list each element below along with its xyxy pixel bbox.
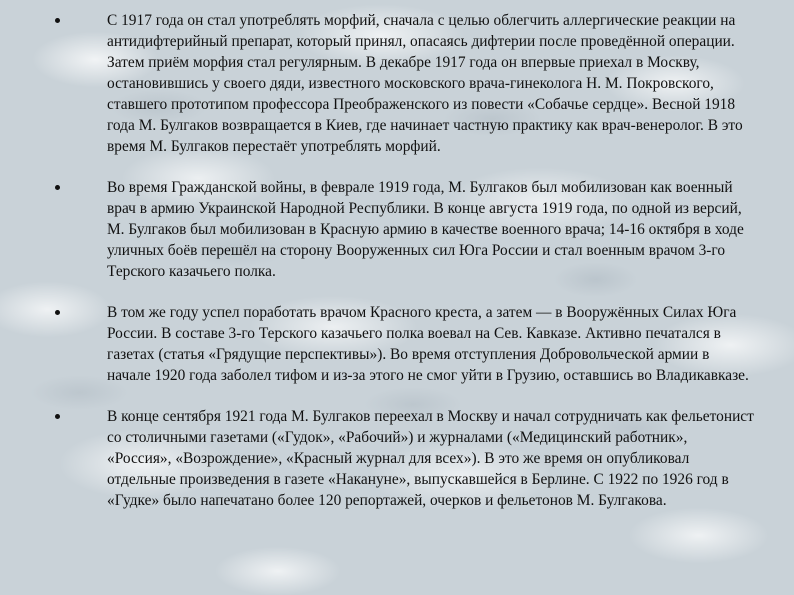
bullet-dot-icon <box>55 414 60 419</box>
paragraph-text: В том же году успел поработать врачом Красного креста, а затем — в Вооружённых Силах Юга России. В составе 3-го Терского казачьего полка воевал на Сев. Кавказе. Активно печатался в газетах (статья «Грядущие перспективы»). Во время отступления Добровольческой армии в начале 1920 года заболел тифом и из-за этого не смог уйти в Грузию, оставшись во Владикавказе. <box>107 304 749 384</box>
bullet-list <box>0 10 794 511</box>
bullet-item-red-cross <box>0 302 794 386</box>
bullet-dot-icon <box>55 18 60 23</box>
paragraph-text: С 1917 года он стал употреблять морфий, сначала с целью облегчить аллергические реакции на антидифтерийный препарат, который принял, опасаясь дифтерии после проведённой операции. Затем приём морфия стал регулярным. В декабре 1917 года он впервые приехал в Москву, остановившись у своего дяди, известного московского врача-гинеколога Н. М. Покровского, ставшего прототипом профессора Преображенского из повести «Собачье сердце». Весной 1918 года М. Булгаков возвращается в Киев, где начинает частную практику как врач-венеролог. В это время М. Булгаков перестаёт употреблять морфий. <box>107 12 743 155</box>
bullet-item-civil-war <box>0 177 794 282</box>
bullet-dot-icon <box>55 185 60 190</box>
bullet-item-1917-morphine <box>0 10 794 157</box>
bullet-item-moscow-1921 <box>0 406 794 511</box>
paragraph-text: Во время Гражданской войны, в феврале 1919 года, М. Булгаков был мобилизован как военный врач в армию Украинской Народной Республики. В конце августа 1919 года, по одной из версий, М. Булгаков был мобилизован в Красную армию в качестве военного врача; 14-16 октября в ходе уличных боёв перешёл на сторону Вооруженных сил Юга России и стал военным врачом 3-го Терского казачьего полка. <box>107 179 744 280</box>
paragraph-text: В конце сентября 1921 года М. Булгаков переехал в Москву и начал сотрудничать как фельетонист со столичными газетами («Гудок», «Рабочий») и журналами («Медицинский работник», «Россия», «Возрождение», «Красный журнал для всех»). В это же время он опубликовал отдельные произведения в газете «Накануне», выпускавшейся в Берлине. С 1922 по 1926 год в «Гудке» было напечатано более 120 репортажей, очерков и фельетонов М. Булгакова. <box>107 408 754 509</box>
bullet-dot-icon <box>55 310 60 315</box>
